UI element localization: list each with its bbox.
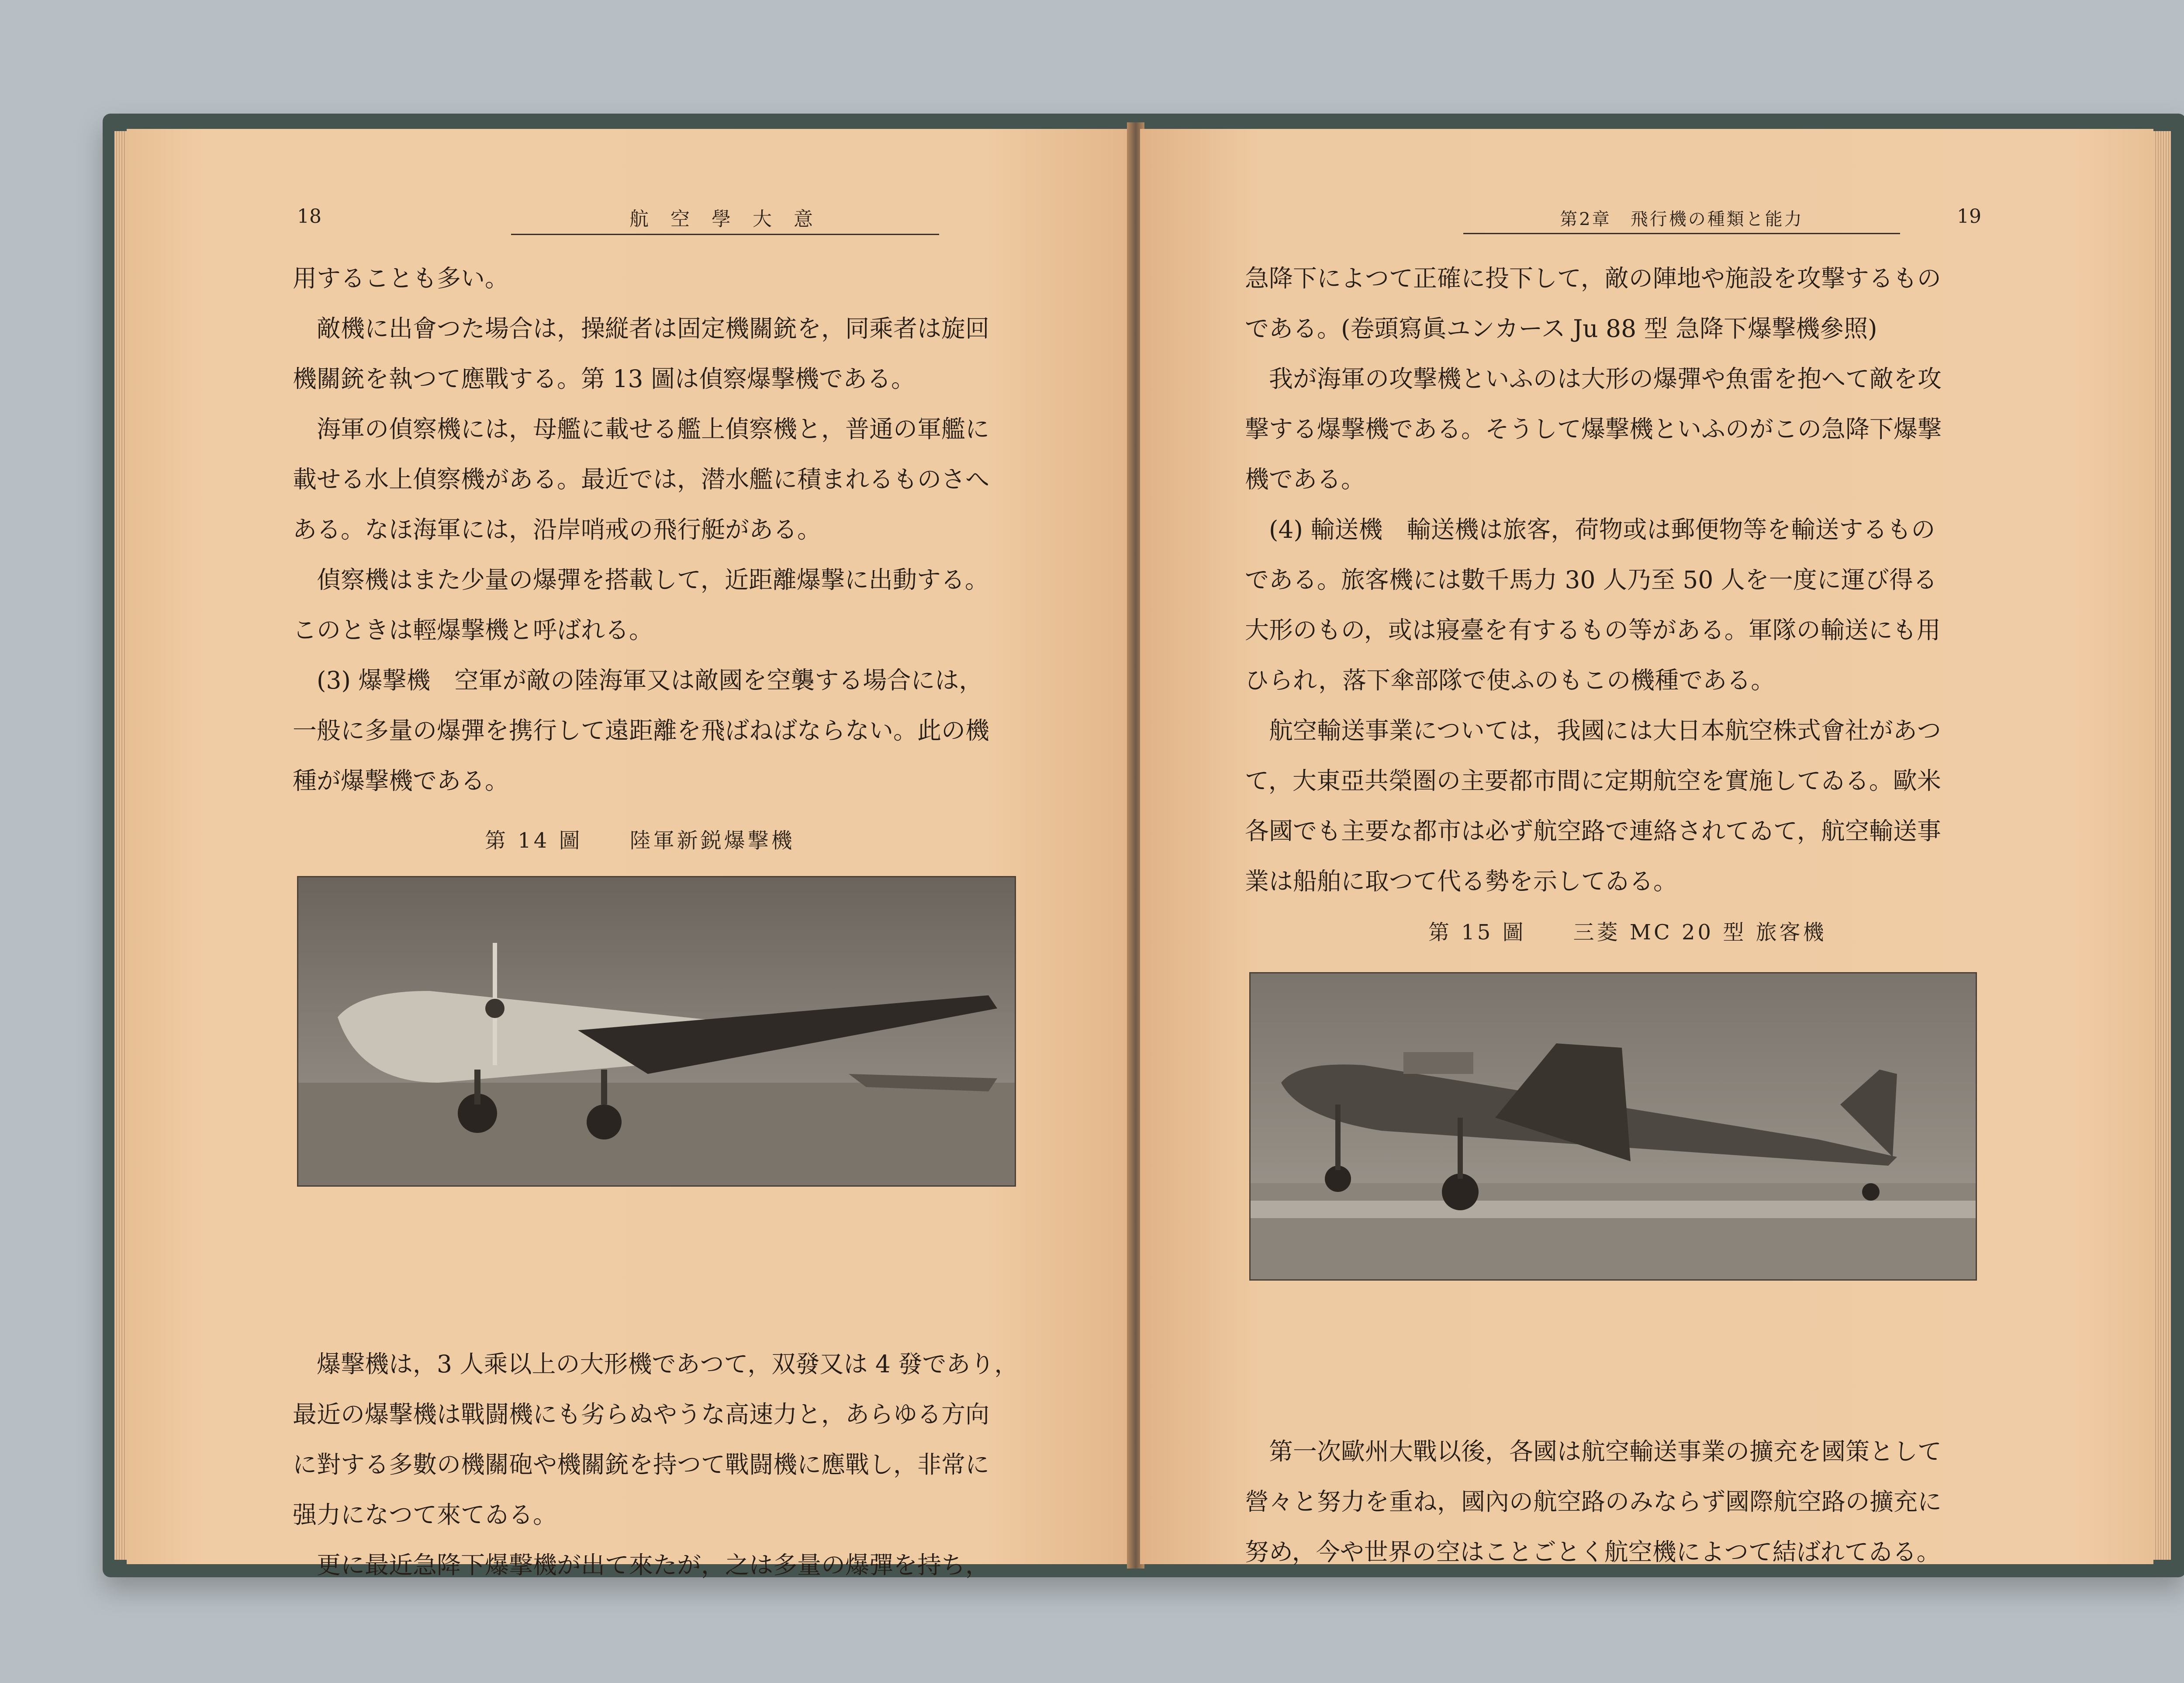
text-line: (3) 爆撃機 空軍が敵の陸海軍又は敵國を空襲する場合には， <box>293 666 983 694</box>
right-page-edges <box>2153 131 2171 1560</box>
right-body-top <box>1245 253 1942 907</box>
text-line: 大形のもの，或は寢臺を有するもの等がある。軍隊の輸送にも用 <box>1245 616 1941 644</box>
text-line: ある。なほ海軍には，沿岸哨戒の飛行艇がある。 <box>293 516 822 544</box>
text-line: 我が海軍の攻撃機といふのは大形の爆彈や魚雷を抱へて敵を攻 <box>1245 365 1942 393</box>
text-line: 强力になつて來てゐる。 <box>293 1501 557 1529</box>
text-line: 業は船舶に取つて代る勢を示してゐる。 <box>1245 867 1678 895</box>
figure-15-photo <box>1249 972 1977 1281</box>
figure-14-caption: 第 14 圖 陸軍新鋭爆撃機 <box>485 828 795 853</box>
text-line: 航空輸送事業については，我國には大日本航空株式會社があつ <box>1245 717 1941 745</box>
text-line: 最近の爆撃機は戰闘機にも劣らぬやうな高速力と，あらゆる方向 <box>293 1400 990 1428</box>
left-page <box>127 129 1131 1579</box>
text-line: 敵機に出會つた場合は，操縦者は固定機關銃を，同乘者は旋回 <box>293 315 990 343</box>
text-line: 努め，今や世界の空はことごとく航空機によつて結ばれてゐる。 <box>1245 1538 1941 1566</box>
text-line: 急降下によつて正確に投下して，敵の陣地や施設を攻撃するもの <box>1245 264 1941 292</box>
left-page-number: 18 <box>297 205 321 228</box>
left-running-head: 航 空 學 大 意 <box>511 203 939 235</box>
text-line: 用することも多い。 <box>293 264 509 292</box>
text-line: である。旅客機には數千馬力 30 人乃至 50 人を一度に運び得る <box>1245 566 1937 594</box>
text-line: 機關銃を執つて應戰する。第 13 圖は偵察爆撃機である。 <box>293 365 915 393</box>
text-line: 一般に多量の爆彈を携行して遠距離を飛ばねばならない。此の機 <box>293 717 990 745</box>
figure-14-photo <box>297 876 1016 1187</box>
text-line: て，大東亞共榮圏の主要都市間に定期航空を實施してゐる。歐米 <box>1245 767 1941 795</box>
text-line: このときは輕爆撃機と呼ばれる。 <box>293 616 653 644</box>
right-page <box>1140 129 2153 1564</box>
left-body-bottom <box>293 1339 1018 1590</box>
text-line: 各國でも主要な都市は必ず航空路で連絡されてゐて，航空輸送事 <box>1245 817 1941 845</box>
text-line: 機である。 <box>1245 465 1365 493</box>
text-line: 偵察機はまた少量の爆彈を搭載して，近距離爆撃に出動する。 <box>293 566 989 594</box>
text-line: である。(卷頭寫眞ユンカース Ju 88 型 急降下爆撃機參照) <box>1245 315 1877 343</box>
right-body-bottom <box>1245 1427 1942 1577</box>
right-running-head: 第2章 飛行機の種類と能力 <box>1463 205 1900 234</box>
left-body-top <box>293 253 989 806</box>
text-line: 第一次歐州大戰以後，各國は航空輸送事業の擴充を國策として <box>1245 1437 1942 1465</box>
text-line: 更に最近急降下爆撃機が出て來たが，之は多量の爆彈を持ち， <box>293 1551 990 1579</box>
right-page-number: 19 <box>1957 205 1981 228</box>
text-line: (4) 輸送機 輸送機は旅客，荷物或は郵便物等を輸送するもの <box>1245 516 1935 544</box>
text-line: 撃する爆撃機である。そうして爆撃機といふのがこの急降下爆撃 <box>1245 415 1942 443</box>
text-line: 爆撃機は，3 人乘以上の大形機であつて，双發又は 4 發であり， <box>293 1350 1019 1378</box>
text-line: に對する多數の機關砲や機關銃を持つて戰闘機に應戰し，非常に <box>293 1451 990 1479</box>
text-line: 種が爆撃機である。 <box>293 767 509 795</box>
text-line: ひられ，落下傘部隊で使ふのもこの機種である。 <box>1245 666 1775 694</box>
text-line: 載せる水上偵察機がある。最近では，潜水艦に積まれるものさへ <box>293 465 990 493</box>
text-line: 營々と努力を重ね，國內の航空路のみならず國際航空路の擴充に <box>1245 1488 1942 1516</box>
text-line: 海軍の偵察機には，母艦に載せる艦上偵察機と，普通の軍艦に <box>293 415 990 443</box>
figure-15-caption: 第 15 圖 三菱 MC 20 型 旅客機 <box>1428 920 1827 945</box>
